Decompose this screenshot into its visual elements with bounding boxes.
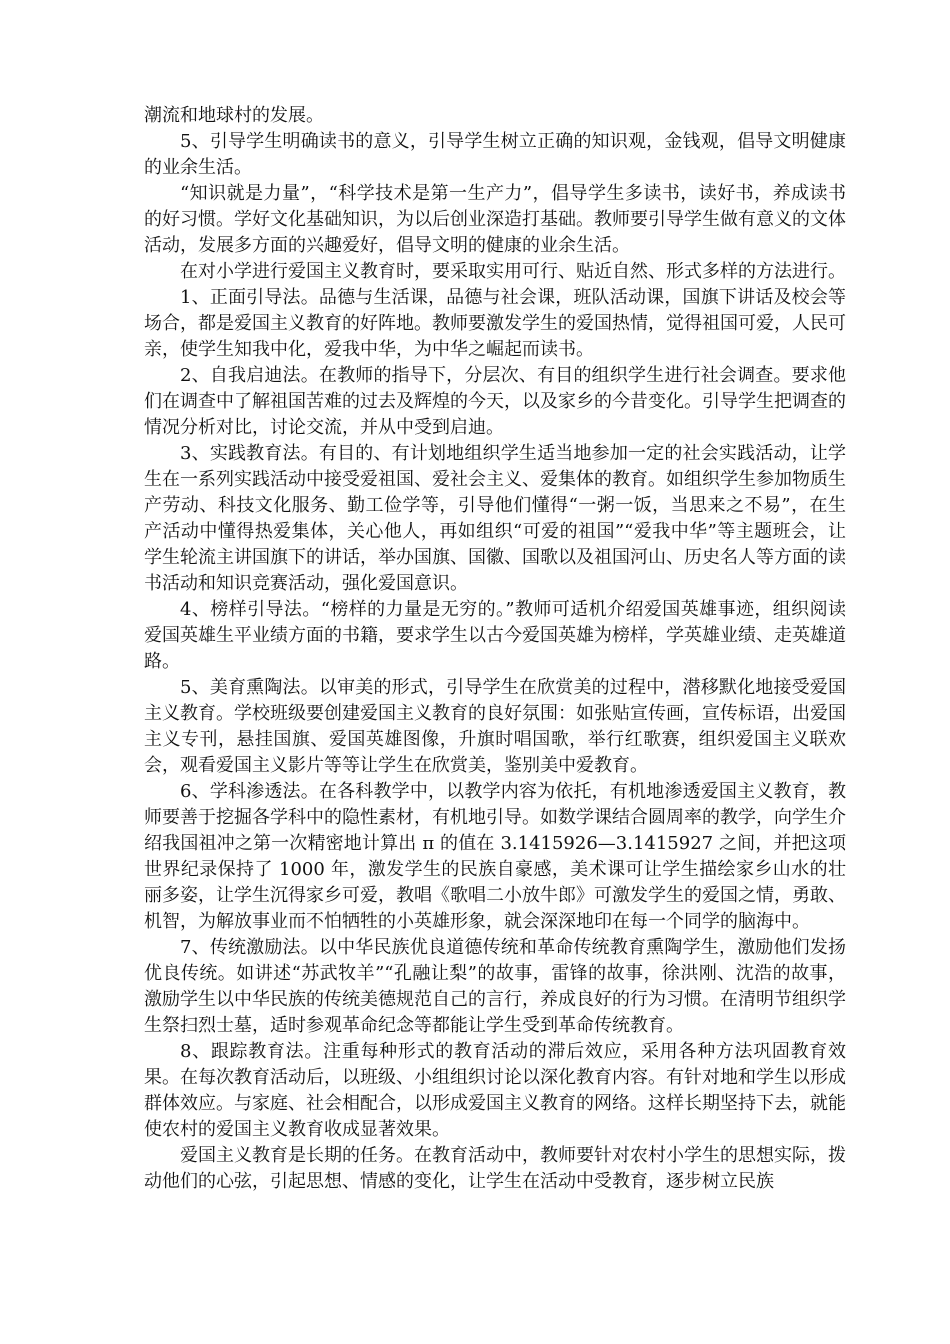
paragraph-7: 4、榜样引导法。“榜样的力量是无穷的。”教师可适机介绍爱国英雄事迹，组织阅读爱国英雄生平业绩方面的书籍，要求学生以古今爱国英雄为榜样，学英雄业绩、走英雄道路。 <box>144 599 846 672</box>
paragraph-0: 潮流和地球村的发展。 <box>144 105 324 126</box>
paragraph-3: 在对小学进行爱国主义教育时，要采取实用可行、贴近自然、形式多样的方法进行。 <box>180 261 846 282</box>
document-body <box>144 103 846 1195</box>
paragraph-6: 3、实践教育法。有目的、有计划地组织学生适当地参加一定的社会实践活动，让学生在一系列实践活动中接受爱祖国、爱社会主义、爱集体的教育。如组织学生参加物质生产劳动、科技文化服务、勤工俭学等，引导他们懂得“一粥一饭，当思来之不易”，在生产活动中懂得热爱集体，关心他人，再如组织“可爱的祖国”“爱我中华”等主题班会，让学生轮流主讲国旗下的讲话，举办国旗、国徽、国歌以及祖国河山、历史名人等方面的读书活动和知识竞赛活动，强化爱国意识。 <box>144 443 846 594</box>
paragraph-9: 6、学科渗透法。在各科教学中，以教学内容为依托，有机地渗透爱国主义教育，教师要善于挖掘各学科中的隐性素材，有机地引导。如数学课结合圆周率的教学，向学生介绍我国祖冲之第一次精密地计算出 π 的值在 3.1415926—3.1415927 之间，并把这项世界纪录保持了 1000 年，激发学生的民族自豪感，美术课可让学生描绘家乡山水的壮丽多姿，让学生沉得家乡可爱，教唱《歌唱二小放牛郎》可激发学生的爱国之情，勇敢、机智，为解放事业而不怕牺牲的小英雄形象，就会深深地印在每一个同学的脑海中。 <box>144 781 846 932</box>
paragraph-8: 5、美育熏陶法。以审美的形式，引导学生在欣赏美的过程中，潜移默化地接受爱国主义教育。学校班级要创建爱国主义教育的良好氛围：如张贴宣传画，宣传标语，出爱国主义专刊，悬挂国旗、爱国英雄图像，升旗时唱国歌，举行红歌赛，组织爱国主义联欢会，观看爱国主义影片等等让学生在欣赏美，鉴别美中爱教育。 <box>144 677 846 776</box>
paragraph-2: “知识就是力量”，“科学技术是第一生产力”，倡导学生多读书，读好书，养成读书的好习惯。学好文化基础知识，为以后创业深造打基础。教师要引导学生做有意义的文体活动，发展多方面的兴趣爱好，倡导文明的健康的业余生活。 <box>144 183 846 256</box>
paragraph-5: 2、自我启迪法。在教师的指导下，分层次、有目的组织学生进行社会调查。要求他们在调查中了解祖国苦难的过去及辉煌的今天，以及家乡的今昔变化。引导学生把调查的情况分析对比，讨论交流，并从中受到启迪。 <box>144 365 846 438</box>
paragraph-1: 5、引导学生明确读书的意义，引导学生树立正确的知识观，金钱观，倡导文明健康的业余生活。 <box>144 131 846 178</box>
paragraph-11: 8、跟踪教育法。注重每种形式的教育活动的滞后效应，采用各种方法巩固教育效果。在每次教育活动后，以班级、小组组织讨论以深化教育内容。有针对地和学生以形成群体效应。与家庭、社会相配合，以形成爱国主义教育的网络。这样长期坚持下去，就能使农村的爱国主义教育收成显著效果。 <box>144 1041 846 1140</box>
paragraph-12: 爱国主义教育是长期的任务。在教育活动中，教师要针对农村小学生的思想实际，拨动他们的心弦，引起思想、情感的变化，让学生在活动中受教育，逐步树立民族 <box>144 1145 846 1192</box>
paragraph-10: 7、传统激励法。以中华民族优良道德传统和革命传统教育熏陶学生，激励他们发扬优良传统。如讲述“苏武牧羊”“孔融让梨”的故事，雷锋的故事，徐洪刚、沈浩的故事，激励学生以中华民族的传统美德规范自己的言行，养成良好的行为习惯。在清明节组织学生祭扫烈士墓，适时参观革命纪念等都能让学生受到革命传统教育。 <box>144 937 846 1036</box>
paragraph-4: 1、正面引导法。品德与生活课，品德与社会课，班队活动课，国旗下讲话及校会等场合，都是爱国主义教育的好阵地。教师要激发学生的爱国热情，觉得祖国可爱，人民可亲，使学生知我中化，爱我中华，为中华之崛起而读书。 <box>144 287 846 360</box>
